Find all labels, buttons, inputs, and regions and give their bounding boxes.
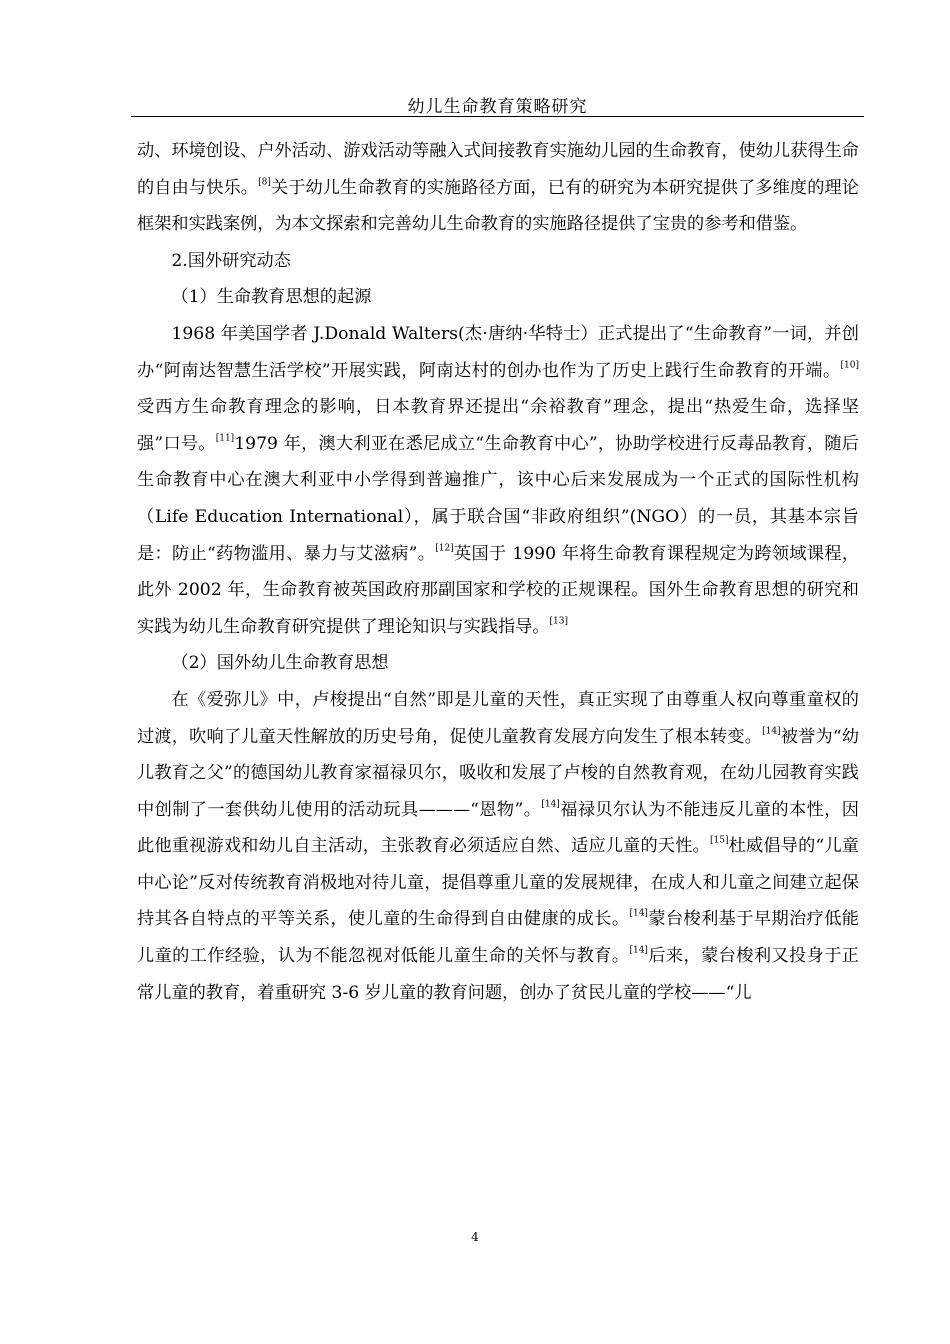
paragraph-foreign-thought <box>137 682 859 1011</box>
citation-ref: [15] <box>710 835 729 846</box>
subsection-heading-foreign-thought: （2）国外幼儿生命教育思想 <box>171 653 389 674</box>
page-number: 4 <box>471 1230 479 1244</box>
citation-ref: [8] <box>258 177 271 188</box>
text-run: 1979 年，澳大利亚在悉尼成立“生命教育中心”，协助学校进行反毒品教育，随后生命教育中心在澳大利亚中小学得到普遍推广，该中心后来发展成为一个正式的国际性机构（Life Education International），属于联合国“非政府组织”(NGO）的一员，其基本宗旨是：防止“药物滥用、暴力与艾滋病”。 <box>137 433 859 564</box>
text-run: 杜威倡导的“儿童中心论”反对传统教育消极地对待儿童，提倡尊重儿童的发展规律，在成人和儿童之间建立起保持其各自特点的平等关系，使儿童的生命得到自由健康的成长。 <box>137 836 859 930</box>
citation-ref: [14] <box>629 908 648 919</box>
paragraph-continuation <box>137 133 859 243</box>
citation-ref: [14] <box>762 725 781 736</box>
text-run: 福禄贝尔认为不能违反儿童的本性，因此他重视游戏和幼儿自主活动，主张教育必须适应自然、适应儿童的天性。 <box>137 799 859 857</box>
citation-ref: [14] <box>629 945 648 956</box>
section-heading-foreign-research: 2.国外研究动态 <box>171 250 291 271</box>
text-run: 英国于 1990 年将生命教育课程规定为跨领域课程，此外 2002 年，生命教育被英国政府那副国家和学校的正规课程。国外生命教育思想的研究和实践为幼儿生命教育研究提供了理论知识与实践指导。 <box>137 543 860 637</box>
citation-ref: [12] <box>435 542 454 553</box>
text-run: 被誉为“幼儿教育之父”的德国幼儿教育家福禄贝尔，吸收和发展了卢梭的自然教育观，在幼儿园教育实践中创制了一套供幼儿使用的活动玩具———“恩物”。 <box>137 726 859 820</box>
text-run: 1968 年美国学者 J.Donald Walters(杰·唐纳·华特士）正式提出了“生命教育”一词，并创办“阿南达智慧生活学校”开展实践，阿南达村的创办也作为了历史上践行生命教育的开端。 <box>137 323 859 381</box>
subsection-heading-origin: （1）生命教育思想的起源 <box>171 287 372 308</box>
running-header: 幼儿生命教育策略研究 <box>407 97 588 117</box>
text-run: 在《爱弥儿》中，卢梭提出“自然”即是儿童的天性，真正实现了由尊重人权向尊重童权的过渡，吹响了儿童天性解放的历史号角，促使儿童教育发展方向发生了根本转变。 <box>137 689 859 747</box>
text-run: 受西方生命教育理念的影响，日本教育界还提出“余裕教育”理念，提出“热爱生命，选择坚强”口号。 <box>137 397 859 454</box>
citation-ref: [10] <box>840 360 859 371</box>
text-run: 关于幼儿生命教育的实施路径方面，已有的研究为本研究提供了多维度的理论框架和实践案例，为本文探索和完善幼儿生命教育的实施路径提供了宝贵的参考和借鉴。 <box>137 177 859 235</box>
text-run: 蒙台梭利基于早期治疗低能儿童的工作经验，认为不能忽视对低能儿童生命的关怀与教育。 <box>137 909 859 967</box>
paragraph-origin <box>137 316 859 645</box>
header-rule <box>131 116 864 117</box>
body-text <box>137 133 859 1011</box>
text-run: 后来，蒙台梭利又投身于正常儿童的教育，着重研究 3-6 岁儿童的教育问题，创办了贫民儿童的学校——“儿 <box>137 946 859 1003</box>
citation-ref: [14] <box>541 799 560 810</box>
citation-ref: [11] <box>215 433 235 444</box>
text-run: 动、环境创设、户外活动、游戏活动等融入式间接教育实施幼儿园的生命教育，使幼儿获得生命的自由与快乐。 <box>137 141 859 198</box>
citation-ref: [13] <box>549 616 568 627</box>
